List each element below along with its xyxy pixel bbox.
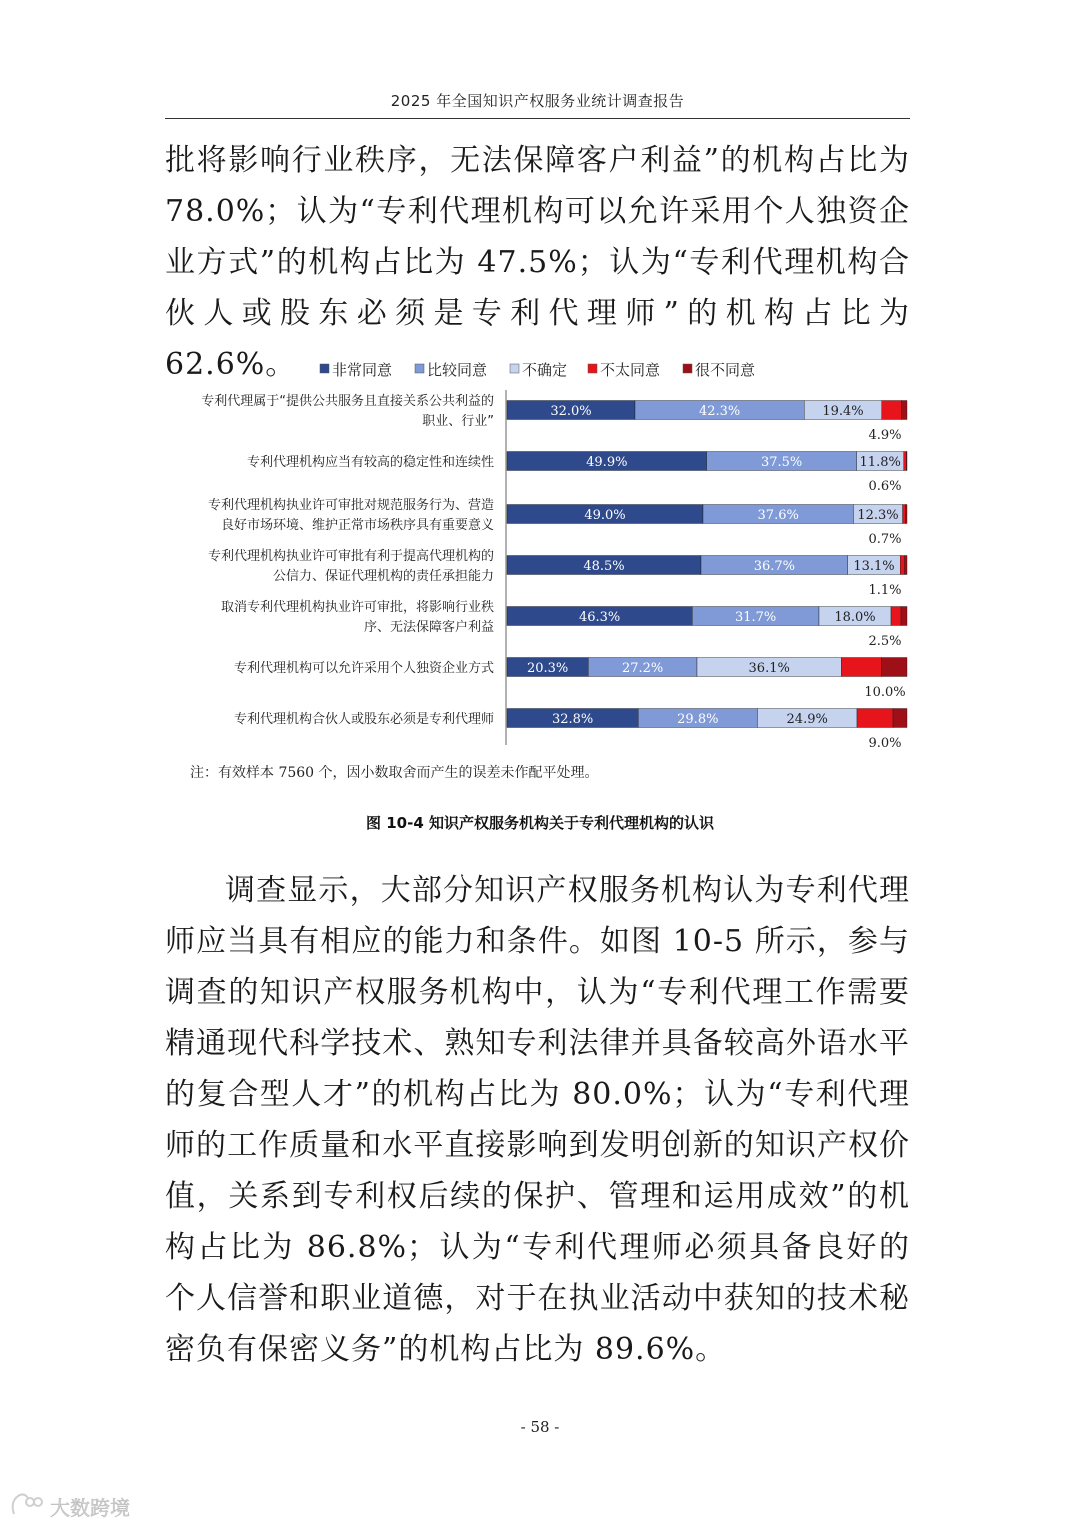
data-label: 32.0% — [550, 404, 592, 419]
data-label: 36.1% — [748, 661, 790, 676]
category-label: 取消专利代理机构执业许可审批，将影响行业秩 — [220, 600, 494, 615]
chart-bars — [507, 401, 907, 728]
data-label: 49.9% — [586, 455, 628, 470]
data-label: 4.9% — [868, 428, 902, 443]
category-labels — [201, 393, 494, 727]
bar-segment — [903, 505, 906, 524]
page-number: - 58 - — [520, 1418, 560, 1436]
legend-label: 很不同意 — [695, 361, 756, 379]
bar-segment — [841, 658, 881, 677]
data-label: 0.7% — [868, 532, 902, 547]
page-header: 2025 年全国知识产权服务业统计调查报告 — [390, 92, 685, 110]
paragraph-2: 调查显示，大部分知识产权服务机构认为专利代理师应当具有相应的能力和条件。如图 10-5 所示，参与调查的知识产权服务机构中，认为“专利代理工作需要精通现代科学技术、熟知专利法律并具备较高外语水平的复合型人才”的机构占比为 80.0%；认为“专利代理师的工作质量和水平直接影响到发明创新的知识产权价值，关系到专利权后续的保护、管理和运用成效”的机构占比为 86.8%；认为“专利代理师必须具备良好的个人信誉和职业道德，对于在执业活动中获知的技术秘密负有保密义务”的机构占比为 89.6%。 — [165, 873, 910, 1367]
category-label: 专利代理机构执业许可审批有利于提高代理机构的 — [207, 549, 494, 564]
data-label: 27.2% — [621, 661, 664, 676]
legend-swatch — [320, 364, 329, 373]
legend-label: 非常同意 — [332, 361, 393, 379]
category-label: 职业、行业” — [422, 414, 494, 429]
data-label: 32.8% — [551, 712, 594, 727]
category-label: 专利代理机构应当有较高的稳定性和连续性 — [246, 455, 494, 470]
data-label: 29.8% — [677, 712, 719, 727]
data-label: 12.3% — [857, 508, 899, 523]
data-label: 37.6% — [757, 508, 799, 523]
category-label: 专利代理机构合伙人或股东必须是专利代理师 — [233, 712, 494, 727]
data-label: 13.1% — [853, 559, 895, 574]
bar-segment — [905, 556, 907, 575]
data-label: 31.7% — [734, 610, 777, 625]
bar-segment — [901, 401, 907, 420]
data-label: 49.0% — [584, 508, 626, 523]
data-label: 11.8% — [859, 455, 901, 470]
data-label: 24.9% — [786, 712, 828, 727]
bar-segment — [881, 658, 907, 677]
data-label: 10.0% — [864, 685, 906, 700]
stacked-bar-chart — [0, 350, 1080, 750]
data-label: 46.3% — [578, 610, 621, 625]
legend-swatch — [510, 364, 519, 373]
data-label: 36.7% — [753, 559, 796, 574]
watermark-icon — [13, 1494, 42, 1514]
chart-note: 注：有效样本 7560 个，因小数取舍而产生的误差未作配平处理。 — [190, 765, 599, 781]
data-label: 20.3% — [526, 661, 569, 676]
data-label: 37.5% — [760, 455, 803, 470]
legend-label: 不确定 — [522, 361, 568, 379]
bar-segment — [857, 709, 893, 728]
data-label: 9.0% — [868, 736, 902, 750]
legend-swatch — [415, 364, 424, 373]
bar-segment — [904, 452, 906, 471]
category-label: 序、无法保障客户利益 — [363, 620, 494, 635]
legend-swatch — [683, 364, 692, 373]
data-label: 19.4% — [822, 404, 864, 419]
watermark-text: 大数跨境 — [50, 1496, 130, 1520]
bar-segment — [891, 607, 901, 626]
category-label: 专利代理机构可以允许采用个人独资企业方式 — [233, 661, 494, 676]
data-label: 42.3% — [698, 404, 741, 419]
data-label: 2.5% — [868, 634, 902, 649]
legend-swatch — [588, 364, 597, 373]
bar-segment — [906, 452, 907, 471]
category-label: 良好市场环境、维护正常市场秩序具有重要意义 — [220, 518, 494, 533]
data-label: 48.5% — [583, 559, 625, 574]
legend-label: 比较同意 — [427, 361, 488, 379]
chart-legend — [320, 361, 755, 379]
bar-segment — [905, 505, 907, 524]
figure-title: 图 10-4 知识产权服务机构关于专利代理机构的认识 — [366, 814, 714, 832]
data-label: 0.6% — [868, 479, 902, 494]
header-divider — [165, 118, 910, 119]
data-label: 1.1% — [868, 583, 902, 598]
paragraph-1: 批将影响行业秩序，无法保障客户利益”的机构占比为 78.0%；认为“专利代理机构可以允许采用个人独资企业方式”的机构占比为 47.5%；认为“专利代理机构合伙人或股东必须是专利代理师”的机构占比为 62.6%。 — [165, 143, 910, 382]
category-label: 专利代理属于“提供公共服务且直接关系公共利益的 — [201, 394, 494, 409]
watermark-logo — [8, 1490, 148, 1522]
bar-segment — [901, 607, 907, 626]
category-label: 专利代理机构执业许可审批对规范服务行为、营造 — [207, 498, 494, 513]
bar-segment — [900, 556, 904, 575]
category-label: 公信力、保证代理机构的责任承担能力 — [272, 569, 494, 584]
bar-segment — [882, 401, 902, 420]
bar-segment — [893, 709, 907, 728]
data-label: 18.0% — [834, 610, 876, 625]
legend-label: 不太同意 — [600, 361, 661, 379]
